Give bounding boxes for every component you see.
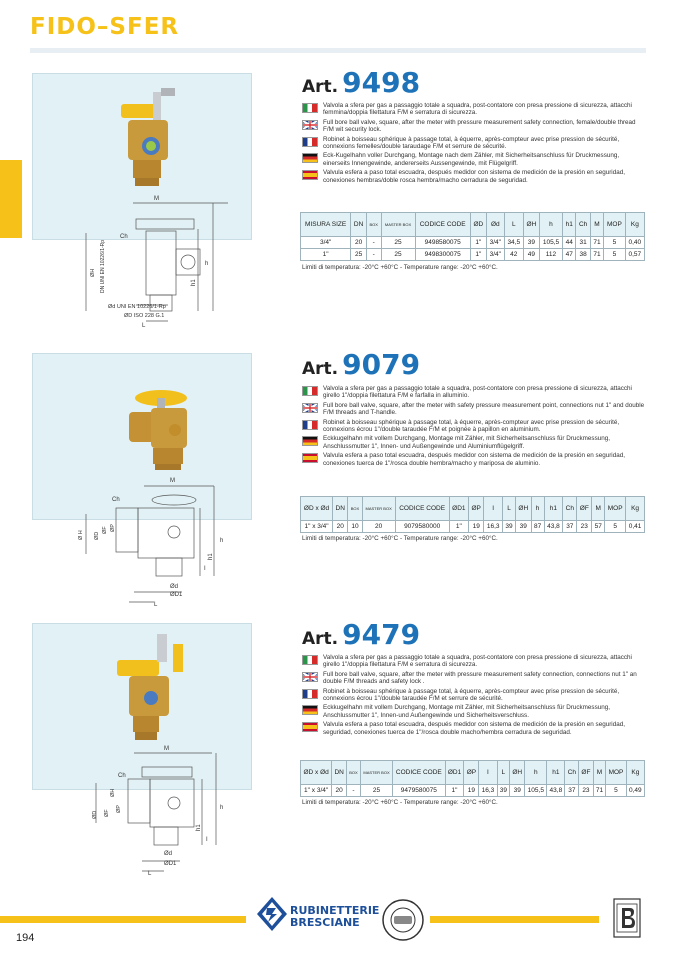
technical-drawing-9079: [74, 474, 264, 610]
description-text: Robinet à boisseau sphérique à passage total, à équerre, après-compteur avec prise pression de sécurité, connexions femelles/double taraudage F/M et serrure de sécurité.: [323, 135, 620, 151]
description-text: Eck-Kugelhahn voller Durchgang, Montage nach dem Zähler, mit Sicherheitsanschluss für Druckmessung, einerseits Innengewinde, andererseits Aussengewinde, mit Flügelgriff.: [323, 152, 620, 167]
section-tab: [0, 160, 22, 238]
description-row: [302, 654, 647, 669]
description-text: Eckkugelhahn mit vollem Durchgang, Montage mit Zähler, mit Sicherheitsanschluss für Druckmessung, Anschlussmutter 1", Innen- und Außengewinde und Aluminiumflügelgriff.: [323, 435, 610, 450]
italy-flag-icon: [302, 103, 318, 113]
dim-label: DN UNI EN 10226/1-Rp: [100, 239, 106, 293]
dim-label: I: [206, 837, 208, 843]
dim-label: h1: [208, 553, 214, 560]
dim-label: ØD: [92, 810, 98, 819]
dim-label: M: [164, 746, 169, 752]
dim-label: Ø H: [78, 530, 84, 540]
description-text: Full bore ball valve, square, after the meter with safety pressure measurement point, connections nut 1" and double F/M threads and T-handle.: [323, 401, 645, 417]
table-row: 1" x 3/4" 20 10 20 9079580000 1" 19 16,3 39 39 87 43,8 37 23 57 5 0,41: [301, 521, 645, 533]
dim-label: ØP: [110, 524, 116, 532]
technical-drawing-9479: [84, 743, 274, 879]
dim-label: ØF: [102, 526, 108, 534]
dim-label: h1: [191, 279, 197, 286]
description-text: Valvula esfera a paso total escuadra, después medidor con sistema de medición de la presión en seguridad, conexiones tuerca de 1"/rosca double hembra/macho y mariposa de aluminio.: [323, 452, 625, 467]
uk-flag-icon: [302, 120, 318, 130]
uk-flag-icon: [302, 403, 318, 413]
description-text: Full bore ball valve, square, after the meter with pressure measurement safety connection, female/double thread F/M wit security lock.: [323, 118, 636, 134]
description-text: Valvola a sfera per gas a passaggio totale a squadra, post-contatore con presa pressione di sicurezza, attacchi femmina/doppia filettatura F/M e serratura di sicurezza.: [323, 102, 632, 117]
description-text: Valvula esfera a paso total escuadra, después medidor con sistema de medición de la presión en seguridad, seguridad, conexiones tuerca de 1"/rosca double macho/hembra cerradura de seguridad.: [323, 721, 625, 736]
description-row: [302, 385, 647, 400]
dim-label: ØD1: [170, 592, 183, 598]
article-number: 9498: [342, 66, 421, 99]
description-row: [302, 435, 647, 450]
dim-label: h: [220, 538, 224, 544]
description-row: [302, 671, 647, 686]
germany-flag-icon: [302, 436, 318, 446]
dim-label: Ch: [120, 234, 128, 240]
france-flag-icon: [302, 689, 318, 699]
iso-certification-icon: [381, 898, 425, 942]
article-number: 9079: [342, 348, 421, 381]
description-row: [302, 721, 647, 736]
description-row: [302, 688, 647, 703]
table-row: 1" 25 - 25 9498300075 1" 3/4" 42 49 112 47 38 71 5 0,57: [301, 249, 645, 261]
dim-label: I: [204, 566, 206, 572]
dim-label: ØF: [104, 809, 110, 817]
description-row: [302, 452, 647, 467]
dim-label: ØD1: [164, 861, 177, 867]
dim-label: L: [148, 871, 152, 877]
spec-table-9479: ØD x Ød DN BOX MASTER BOX CODICE CODE ØD1 ØP I L ØH h h1 Ch ØF M MOP Kg 1" x 3/4" 20 - 25 9479580075 1" 19 16,3 39 39 105,5 43,8 37 23 71 5 0,49: [300, 760, 645, 797]
description-row: [302, 419, 647, 434]
description-text: Valvula esfera a paso total escuadra, después medidor con sistema de medición de la presión en seguridad, conexiones hembras/doble rosca hembra/macho cerradura de seguridad.: [323, 169, 625, 184]
uk-flag-icon: [302, 672, 318, 682]
dim-label: h: [220, 805, 224, 811]
spain-flag-icon: [302, 722, 318, 732]
descriptions: [302, 102, 647, 186]
description-row: [302, 119, 647, 134]
description-row: [302, 136, 647, 151]
description-row: [302, 704, 647, 719]
temperature-note: Limiti di temperatura: -20°C +60°C - Temperature range: -20°C +60°C.: [302, 799, 498, 806]
description-row: [302, 152, 647, 167]
article-title: Art. 9479: [302, 618, 421, 651]
spec-table-9079: ØD x Ød DN BOX MASTER BOX CODICE CODE ØD1 ØP I L ØH h h1 Ch ØF M MOP Kg 1" x 3/4" 20 10 20 9079580000 1" 19 16,3 39 39 87 43,8 37 23 57 5 0,41: [300, 496, 645, 533]
france-flag-icon: [302, 420, 318, 430]
dim-label: M: [154, 196, 159, 202]
footer-bar: [0, 916, 246, 923]
technical-drawing-9498: [78, 193, 268, 333]
dim-label: h1: [196, 824, 202, 831]
dim-label: M: [170, 478, 175, 484]
table-row: 1" x 3/4" 20 - 25 9479580075 1" 19 16,3 39 39 105,5 43,8 37 23 71 5 0,49: [301, 785, 645, 797]
b-brand-icon: [613, 898, 641, 938]
spain-flag-icon: [302, 453, 318, 463]
dim-label: Ch: [112, 497, 120, 503]
descriptions: [302, 654, 647, 738]
description-text: Full bore ball valve, square, after the meter with pressure measurement safety connection, connections nut 1" an double F/M threads and safety lock .: [323, 670, 637, 686]
dim-label: ØH: [110, 788, 116, 797]
dim-label: ØH: [90, 268, 96, 277]
temperature-note: Limiti di temperatura: -20°C +60°C - Temperature range: -20°C +60°C.: [302, 535, 498, 542]
table-row: 3/4" 20 - 25 9498580075 1" 3/4" 34,5 39 105,5 44 31 71 5 0,40: [301, 237, 645, 249]
company-logo-icon: [256, 896, 288, 932]
description-row: [302, 402, 647, 417]
spain-flag-icon: [302, 170, 318, 180]
page-number: 194: [16, 932, 35, 944]
dim-label: L: [154, 602, 158, 608]
dim-label: Ød: [164, 851, 173, 857]
description-text: Valvola a sfera per gas a passaggio totale a squadra, post-contatore con presa pressione di sicurezza, attacchi girello 1"/doppia filettatura F/M e serratura di sicurezza.: [323, 654, 632, 669]
footer-bar: [430, 916, 599, 923]
dim-label: ØD ISO 228 G.1: [124, 313, 165, 319]
page-title: FIDO–SFER: [30, 14, 180, 40]
article-title: Art. 9498: [302, 66, 421, 99]
brand-name: RUBINETTERIE BRESCIANE: [290, 904, 380, 929]
germany-flag-icon: [302, 153, 318, 163]
germany-flag-icon: [302, 705, 318, 715]
dim-label: Ch: [118, 773, 126, 779]
description-text: Robinet à boisseau sphérique à passage total, à équerre, après-compteur avec prise pression de sécurité, connexions écrou 1"/double taraudée F/M et serrure de sécurité.: [323, 687, 620, 703]
dim-label: h: [205, 261, 209, 267]
spec-table-9498: MISURA SIZE DN BOX MASTER BOX CODICE CODE ØD Ød L ØH h h1 Ch M MOP Kg 3/4" 20 - 25 9498580075 1" 3/4" 34,5 39 105,5 44 31 71 5 0,40 1" 25 - 25 9498300075 1" 3/4" 42 49 112 47 38 71 5 0,57: [300, 212, 645, 261]
header-rule: [30, 48, 646, 53]
italy-flag-icon: [302, 386, 318, 396]
dim-label: L: [142, 323, 146, 329]
article-title: Art. 9079: [302, 348, 421, 381]
description-row: [302, 102, 647, 117]
article-number: 9479: [342, 618, 421, 651]
descriptions: [302, 385, 647, 469]
description-row: [302, 169, 647, 184]
dim-label: ØD: [94, 531, 100, 540]
dim-label: Ød UNI EN 10226/1-Rp: [108, 304, 166, 310]
dim-label: Ød: [170, 584, 179, 590]
dim-label: ØP: [116, 805, 122, 813]
italy-flag-icon: [302, 655, 318, 665]
description-text: Valvola a sfera per gas a passaggio totale a squadra, post-contatore con presa pressione di sicurezza, attacchi girello 1"/doppia filettatura F/M e farfalla in alluminio.: [323, 385, 632, 400]
description-text: Eckkugelhahn mit vollem Durchgang, Montage mit Zähler, mit Sicherheitsanschluss für Druckmessung, Anschlussmutter 1", Innen-und Außengewinde und Sicherheitsverschluss.: [323, 704, 610, 719]
description-text: Robinet à boisseau sphérique à passage total, à équerre, après-compteur avec prise pression de sécurité, connexions écrou 1"/double taraudée F/M et poignée à papillon en aluminium.: [323, 418, 620, 434]
temperature-note: Limiti di temperatura: -20°C +60°C - Temperature range: -20°C +60°C.: [302, 264, 498, 271]
france-flag-icon: [302, 137, 318, 147]
